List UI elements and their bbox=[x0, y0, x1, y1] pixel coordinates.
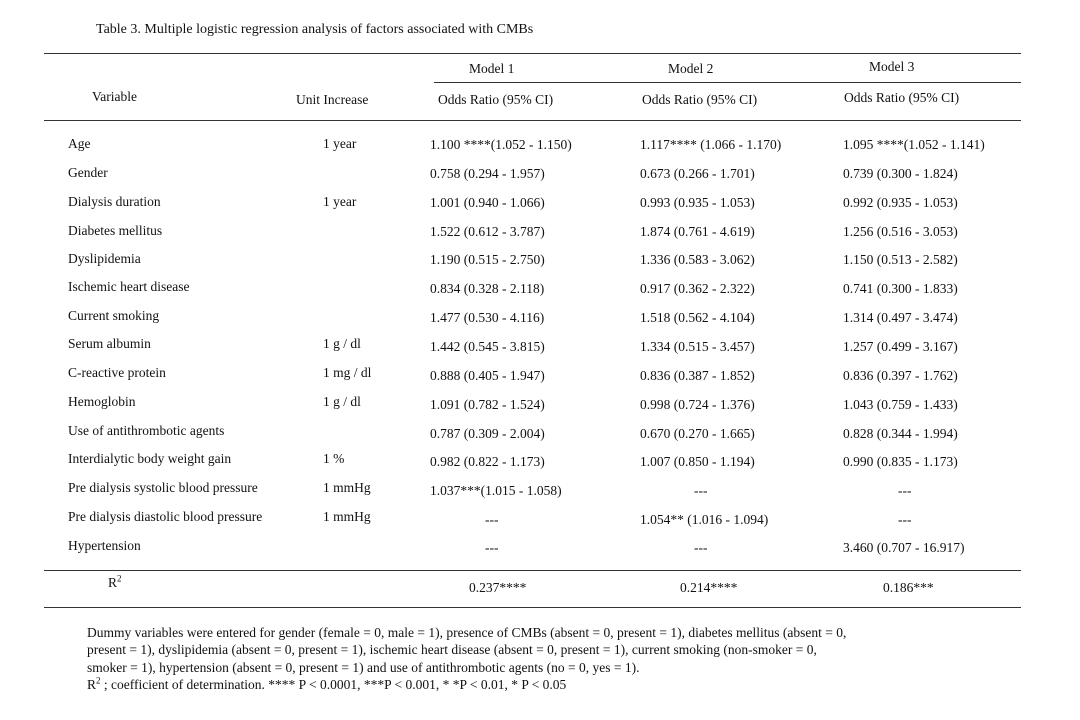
cell-variable: Serum albumin bbox=[68, 336, 151, 351]
cell-model-3: 1.257 (0.499 - 3.167) bbox=[843, 339, 958, 354]
cell-model-1: --- bbox=[485, 512, 499, 527]
cell-model-1: 1.477 (0.530 - 4.116) bbox=[430, 310, 545, 325]
cell-model-3: 0.828 (0.344 - 1.994) bbox=[843, 426, 958, 441]
cell-model-2: 0.993 (0.935 - 1.053) bbox=[640, 195, 755, 210]
cell-model-3: 1.095 ****(1.052 - 1.141) bbox=[843, 137, 985, 152]
cell-variable: Hypertension bbox=[68, 538, 141, 553]
cell-model-2: --- bbox=[694, 540, 708, 555]
cell-variable: Use of antithrombotic agents bbox=[68, 423, 225, 438]
cell-model-2: 1.054** (1.016 - 1.094) bbox=[640, 512, 769, 527]
cell-model-1: 1.442 (0.545 - 3.815) bbox=[430, 339, 545, 354]
cell-model-2: 1.117**** (1.066 - 1.170) bbox=[640, 137, 782, 152]
header-odds-ratio-1: Odds Ratio (95% CI) bbox=[438, 92, 554, 107]
cell-variable: Current smoking bbox=[68, 308, 160, 323]
cell-model-2: 1.007 (0.850 - 1.194) bbox=[640, 454, 755, 469]
cell-model-2: 0.673 (0.266 - 1.701) bbox=[640, 166, 755, 181]
cell-model-2: 1.874 (0.761 - 4.619) bbox=[640, 224, 755, 239]
cell-model-2: 1.334 (0.515 - 3.457) bbox=[640, 339, 755, 354]
cell-variable: Age bbox=[68, 136, 91, 151]
header-bottom-rule bbox=[44, 120, 1021, 121]
footnote-line: smoker = 1), hypertension (absent = 0, present = 1) and use of antithrombotic agents (no = 0, yes = 1). bbox=[87, 659, 640, 675]
r2-model-1: 0.237**** bbox=[469, 580, 527, 595]
cell-unit: 1 mmHg bbox=[323, 480, 371, 495]
r2-model-3: 0.186*** bbox=[883, 580, 934, 595]
footnote-r2-line: $R^2$ ; coefficient of determination. **** P < 0.0001, ***P < 0.001, * *P < 0.01, * P < 0.05 bbox=[87, 675, 567, 693]
cell-model-2: 0.917 (0.362 - 2.322) bbox=[640, 281, 755, 296]
cell-variable: Gender bbox=[68, 165, 108, 180]
cell-model-1: 0.834 (0.328 - 2.118) bbox=[430, 281, 545, 296]
header-model-3: Model 3 bbox=[869, 59, 915, 74]
cell-model-2: 0.998 (0.724 - 1.376) bbox=[640, 397, 755, 412]
cell-model-3: --- bbox=[898, 483, 912, 498]
cell-variable: Ischemic heart disease bbox=[68, 279, 190, 294]
r2-model-2: 0.214**** bbox=[680, 580, 738, 595]
cell-model-3: 0.992 (0.935 - 1.053) bbox=[843, 195, 958, 210]
cell-model-2: 0.670 (0.270 - 1.665) bbox=[640, 426, 755, 441]
cell-unit: 1 g / dl bbox=[323, 336, 361, 351]
cell-unit: 1 year bbox=[323, 194, 357, 209]
cell-model-1: 0.758 (0.294 - 1.957) bbox=[430, 166, 545, 181]
cell-unit: 1 % bbox=[323, 451, 345, 466]
cell-model-3: 1.150 (0.513 - 2.582) bbox=[843, 252, 958, 267]
cell-variable: Dyslipidemia bbox=[68, 251, 141, 266]
cell-model-1: --- bbox=[485, 540, 499, 555]
cell-variable: Interdialytic body weight gain bbox=[68, 451, 232, 466]
cell-model-2: 1.518 (0.562 - 4.104) bbox=[640, 310, 755, 325]
header-odds-ratio-3: Odds Ratio (95% CI) bbox=[844, 90, 960, 105]
cell-model-1: 0.888 (0.405 - 1.947) bbox=[430, 368, 545, 383]
cell-model-1: 1.100 ****(1.052 - 1.150) bbox=[430, 137, 572, 152]
body-bottom-rule bbox=[44, 570, 1021, 571]
cell-model-3: 1.314 (0.497 - 3.474) bbox=[843, 310, 958, 325]
cell-variable: Dialysis duration bbox=[68, 194, 161, 209]
footnote-line: Dummy variables were entered for gender (female = 0, male = 1), presence of CMBs (absent = 0, present = 1), diabetes mellitus (absent = 0, bbox=[87, 625, 847, 640]
cell-unit: 1 mg / dl bbox=[323, 365, 372, 380]
footnote bbox=[87, 624, 1017, 694]
cell-unit: 1 g / dl bbox=[323, 394, 361, 409]
cell-model-3: 0.739 (0.300 - 1.824) bbox=[843, 166, 958, 181]
model-header-rule bbox=[434, 82, 1021, 83]
cell-variable: Pre dialysis systolic blood pressure bbox=[68, 480, 258, 495]
cell-model-3: 0.990 (0.835 - 1.173) bbox=[843, 454, 958, 469]
table-title: Table 3. Multiple logistic regression analysis of factors associated with CMBs bbox=[96, 22, 534, 37]
footnote-line: present = 1), dyslipidemia (absent = 0, present = 1), ischemic heart disease (absent = 0, present = 1), current smoking (non-smoker = 0, bbox=[87, 642, 817, 658]
cell-model-3: 0.741 (0.300 - 1.833) bbox=[843, 281, 958, 296]
cell-model-3: 1.043 (0.759 - 1.433) bbox=[843, 397, 958, 412]
cell-model-1: 1.522 (0.612 - 3.787) bbox=[430, 224, 545, 239]
cell-model-3: 1.256 (0.516 - 3.053) bbox=[843, 224, 958, 239]
cell-model-2: 0.836 (0.387 - 1.852) bbox=[640, 368, 755, 383]
cell-variable: Pre dialysis diastolic blood pressure bbox=[68, 509, 263, 524]
cell-model-3: --- bbox=[898, 512, 912, 527]
cell-model-1: 0.982 (0.822 - 1.173) bbox=[430, 454, 545, 469]
cell-model-3: 0.836 (0.397 - 1.762) bbox=[843, 368, 958, 383]
cell-model-3: 3.460 (0.707 - 16.917) bbox=[843, 540, 965, 555]
header-odds-ratio-2: Odds Ratio (95% CI) bbox=[642, 92, 758, 107]
cell-variable: C-reactive protein bbox=[68, 365, 166, 380]
cell-unit: 1 year bbox=[323, 136, 357, 151]
header-model-2: Model 2 bbox=[668, 61, 714, 76]
top-rule bbox=[44, 53, 1021, 54]
cell-variable: Hemoglobin bbox=[68, 394, 136, 409]
cell-model-1: 1.190 (0.515 - 2.750) bbox=[430, 252, 545, 267]
header-unit-increase: Unit Increase bbox=[296, 92, 369, 107]
r2-label: $R^2$ bbox=[108, 573, 122, 590]
cell-model-1: 1.037***(1.015 - 1.058) bbox=[430, 483, 562, 498]
cell-model-2: 1.336 (0.583 - 3.062) bbox=[640, 252, 755, 267]
bottom-rule bbox=[44, 607, 1021, 608]
cell-model-1: 0.787 (0.309 - 2.004) bbox=[430, 426, 545, 441]
header-variable: Variable bbox=[92, 89, 137, 104]
cell-model-1: 1.001 (0.940 - 1.066) bbox=[430, 195, 545, 210]
cell-unit: 1 mmHg bbox=[323, 509, 371, 524]
cell-model-2: --- bbox=[694, 483, 708, 498]
cell-model-1: 1.091 (0.782 - 1.524) bbox=[430, 397, 545, 412]
header-model-1: Model 1 bbox=[469, 61, 515, 76]
cell-variable: Diabetes mellitus bbox=[68, 223, 163, 238]
